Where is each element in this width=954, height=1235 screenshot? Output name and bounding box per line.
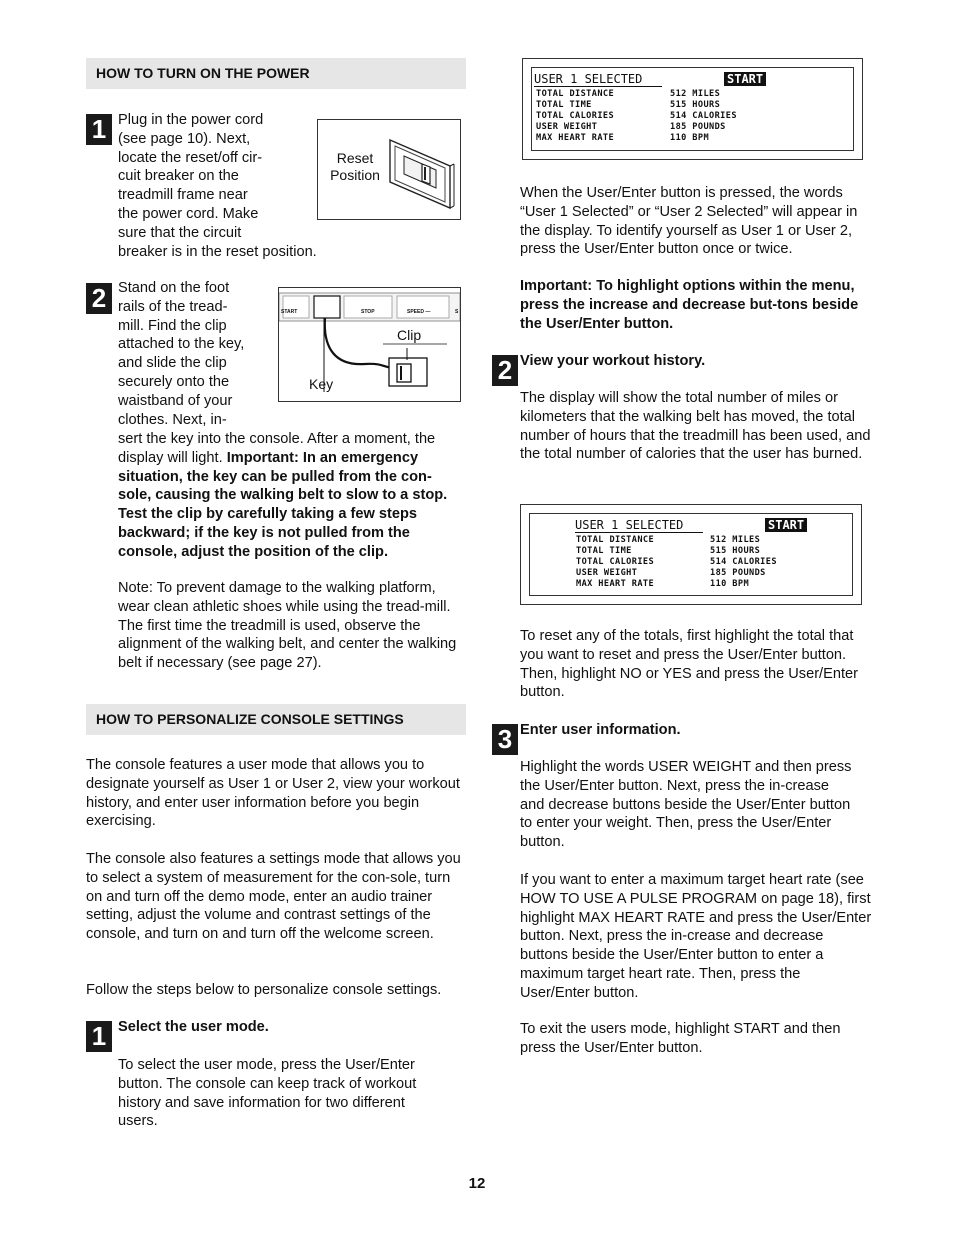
step-body: The display will show the total number of miles or kilometers that the walking belt has moved, the total number of hours that the treadmill has been used, and the total number of calories that the user has burned. [520,390,871,463]
line: Stand on the foot [118,280,230,296]
line: securely onto the [118,373,230,390]
line: (see page 10). Next, [118,130,251,147]
display-screen [531,67,854,151]
display-row-label: USER WEIGHT [536,122,598,132]
figure-label: Reset [336,150,374,166]
figure-label-key: Key [309,376,334,392]
display-start: START [724,72,766,86]
paragraph: Follow the steps below to personalize console settings. [86,982,442,998]
tail-plain: sert the key into the console. After a moment, the display will light. [118,431,436,466]
display-row-value: 110 BPM [710,579,750,589]
display-row-label: TOTAL TIME [576,546,632,556]
line: and slide the clip [118,355,227,372]
paragraph: The console features a user mode that allows you to designate yourself as User 1 or User 2, view your workout history, and enter user information before you begin exercising. [86,757,460,830]
figure-label-clip: Clip [397,327,422,343]
power-step2-text [118,279,278,429]
section-header-power: HOW TO TURN ON THE POWER [86,58,466,89]
console-label: START [281,309,298,315]
console-label: S [455,309,459,315]
page-number: 12 [468,1175,486,1192]
step-body: If you want to enter a maximum target heart rate (see HOW TO USE A PULSE PROGRAM on page 18), first highlight MAX HEART RATE and press the User/Enter button. Next, press the in-crease and decrease buttons beside the User/Enter button to enter a maximum target heart rate. Then, press the User/Enter button. [520,872,872,1001]
line: locate the reset/off cir- [118,149,263,166]
step-title: Enter user information. [520,722,681,738]
display-row-label: TOTAL CALORIES [576,557,655,567]
reset-breaker-figure [317,119,461,220]
paragraph: When the User/Enter button is pressed, the words “User 1 Selected” or “User 2 Selected” will appear in the display. To identify yourself as User 1 or User 2, press the User/Enter button once or twice. [520,185,858,258]
display-row-value: 185 POUNDS [710,568,766,578]
display-row-value: 515 HOURS [670,100,721,110]
display-header: USER 1 SELECTED [575,518,684,532]
important-note: Important: To highlight options within the menu, press the increase and decrease but-tons beside the User/Enter button. [520,278,859,332]
power-step1-tail: breaker is in the reset position. [118,244,317,260]
step-body: Highlight the words USER WEIGHT and then press the User/Enter button. Next, press the in-crease and decrease buttons beside the User/Enter button to enter your weight. Then, press the User/Enter button. [520,759,852,851]
circuit-breaker-illustration [382,134,460,214]
display-row-value: 512 MILES [710,535,761,545]
paragraph: The console also features a settings mode that allows you to select a system of measurement for the con-sole, turn on and turn off the demo mode, enter an audio trainer setting, adjust the volume and contrast settings of the console, and turn on and turn off the welcome screen. [86,851,461,943]
line: treadmill frame near [118,187,248,204]
display-row-label: USER WEIGHT [576,568,638,578]
display-row-label: TOTAL DISTANCE [576,535,655,545]
line: mill. Find the clip [118,317,227,334]
step-number: 2 [86,283,112,314]
step-body: To exit the users mode, highlight START and then press the User/Enter button. [520,1021,841,1056]
display-start: START [765,518,807,532]
display-row-label: TOTAL DISTANCE [536,89,615,99]
power-step1-text [118,111,318,243]
line: waistband of your [118,392,233,409]
step-number: 1 [86,1021,112,1052]
display-row-value: 514 CALORIES [710,557,777,567]
section-header-personalize: HOW TO PERSONALIZE CONSOLE SETTINGS [86,704,466,735]
step-number: 1 [86,114,112,145]
display-screen [529,513,853,596]
console-display-figure [520,504,862,605]
display-row-value: 185 POUNDS [670,122,726,132]
key-clip-figure [278,287,461,402]
console-label: STOP [361,309,375,315]
power-step2-tail [118,430,464,562]
line: the power cord. Make [118,205,259,222]
display-row-value: 515 HOURS [710,546,761,556]
line: attached to the key, [118,336,245,353]
display-row-value: 512 MILES [670,89,721,99]
display-row-value: 514 CALORIES [670,111,737,121]
display-row-label: MAX HEART RATE [536,133,615,143]
step-number: 2 [492,355,518,386]
display-row-label: MAX HEART RATE [576,579,655,589]
display-row-value: 110 BPM [670,133,710,143]
step-number: 3 [492,724,518,755]
line: clothes. Next, in- [118,411,227,428]
line: sure that the circuit [118,224,242,241]
console-display-figure [522,58,863,160]
line: Plug in the power cord [118,112,264,128]
step-title: Select the user mode. [118,1019,269,1035]
paragraph: To reset any of the totals, first highlight the total that you want to reset and press the User/Enter button. Then, highlight NO or YES and press the User/Enter button. [520,628,858,701]
step-title: View your workout history. [520,353,706,369]
display-header: USER 1 SELECTED [534,72,643,86]
console-label: SPEED — [407,309,431,315]
step-body: To select the user mode, press the User/Enter button. The console can keep track of workout history and save information for two different users. [118,1057,417,1130]
line: rails of the tread- [118,298,228,315]
emergency-warning: Important: In an emergency situation, the key can be pulled from the con-sole, causing the walking belt to slow to a stop. Test the clip by carefully taking a few steps backward; if the key is not pulled from the console, adjust the position of the clip. [118,449,448,560]
note-paragraph: Note: To prevent damage to the walking platform, wear clean athletic shoes while using the tread-mill. The first time the treadmill is used, observe the alignment of the walking belt, and center the walking belt if necessary (see page 27). [118,580,457,672]
display-row-label: TOTAL CALORIES [536,111,615,121]
figure-label: Position [330,167,380,183]
display-row-label: TOTAL TIME [536,100,592,110]
line: cuit breaker on the [118,168,239,185]
